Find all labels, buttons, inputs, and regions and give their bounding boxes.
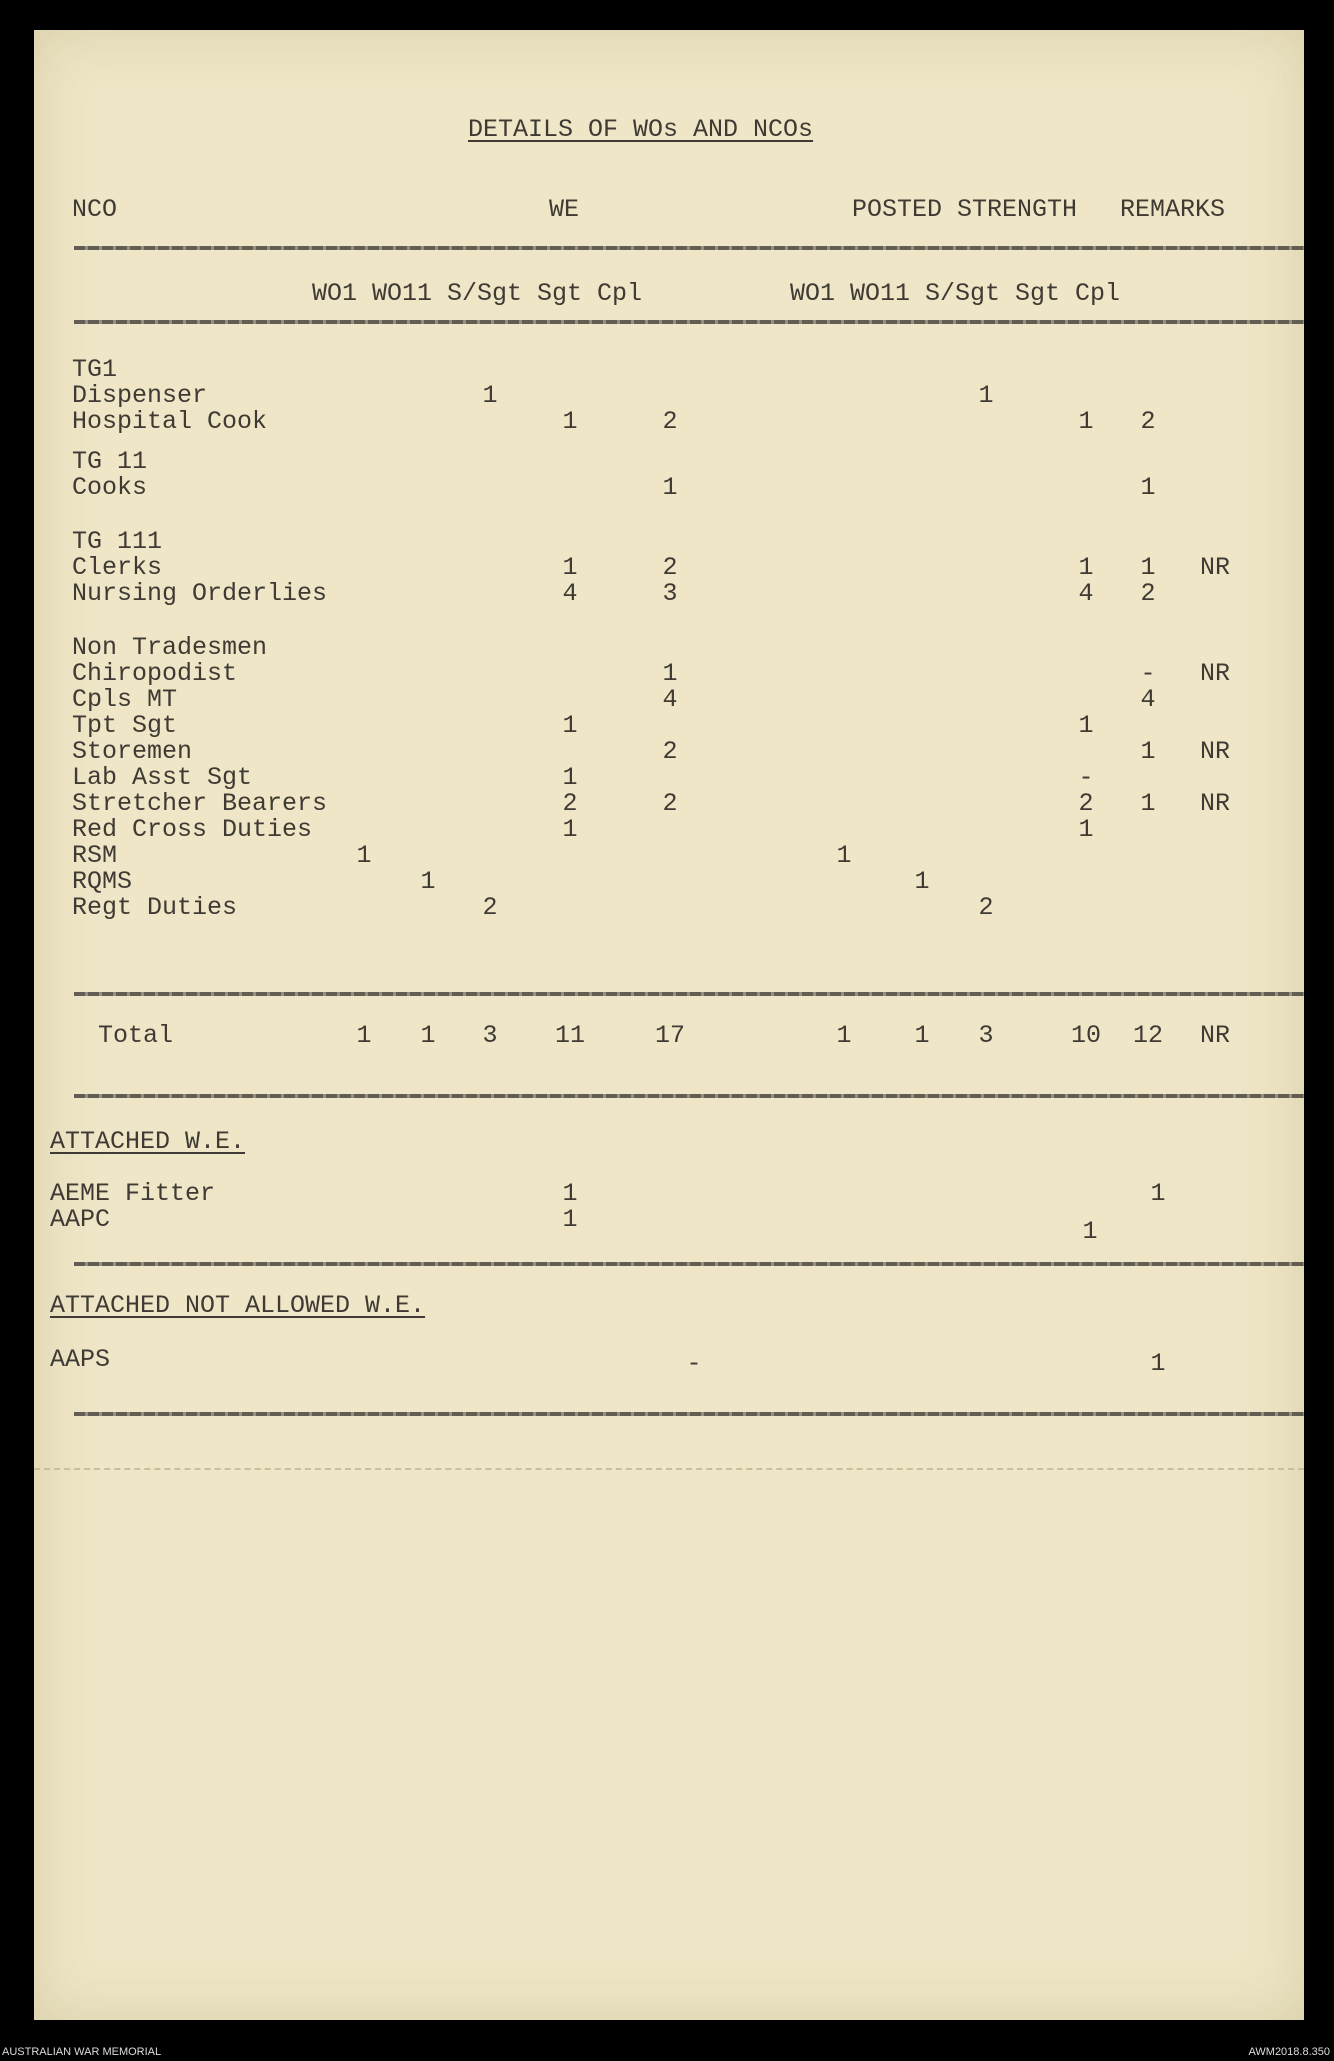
row-label: Tpt Sgt [72,711,178,740]
posted-cell: 1 [1078,815,1094,844]
posted-cell: 1 [1140,473,1156,502]
we-cell: 2 [562,789,578,818]
rule-5 [74,1262,1304,1266]
posted-cell: - [1078,763,1094,792]
posted-cell: 1 [1078,553,1094,582]
posted-cell: 4 [1078,579,1094,608]
attached-posted-cell: 1 [1082,1217,1098,1246]
row-label: Storemen [72,737,193,766]
posted-cell: 4 [1140,685,1156,714]
not-allowed-label: AAPS [50,1345,111,1374]
row-label: Stretcher Bearers [72,789,328,818]
posted-cell: 2 [978,893,994,922]
attached-heading: ATTACHED W.E. [50,1127,246,1156]
total-posted-cell: 1 [914,1021,930,1050]
total-we-cell: 1 [356,1021,372,1050]
total-we-cell: 3 [482,1021,498,1050]
attached-we-cell: 1 [562,1205,578,1234]
posted-cell: 1 [836,841,852,870]
posted-cell: 1 [1140,553,1156,582]
attached-posted-cell: 1 [1150,1179,1166,1208]
row-label: Cpls MT [72,685,178,714]
we-cell: 1 [562,815,578,844]
remark-cell: NR [1200,737,1231,766]
row-label: Non Tradesmen [72,633,268,662]
we-cell: 1 [562,711,578,740]
total-posted-cell: 3 [978,1021,994,1050]
we-cell: 1 [356,841,372,870]
ranks-header-we: WO1 WO11 S/Sgt Sgt Cpl [312,279,643,308]
footer-left: AUSTRALIAN WAR MEMORIAL [2,2046,162,2058]
attached-label: AEME Fitter [50,1179,216,1208]
header-posted-strength: POSTED STRENGTH [852,195,1078,224]
we-cell: 1 [562,763,578,792]
posted-cell: 1 [1140,737,1156,766]
we-cell: 1 [420,867,436,896]
total-label: Total [98,1021,174,1050]
row-label: TG 11 [72,447,148,476]
total-posted-cell: 1 [836,1021,852,1050]
total-we-cell: 1 [420,1021,436,1050]
attached-label: AAPC [50,1205,111,1234]
perforation-line [34,1468,1304,1470]
row-label: Clerks [72,553,163,582]
row-label: TG1 [72,355,118,384]
rule-4 [74,1094,1304,1098]
we-cell: 1 [562,407,578,436]
posted-cell: - [1140,659,1156,688]
remark-cell: NR [1200,789,1231,818]
posted-cell: 2 [1078,789,1094,818]
header-we: WE [549,195,580,224]
total-we-cell: 17 [654,1021,685,1050]
header-nco: NCO [72,195,118,224]
row-label: Lab Asst Sgt [72,763,253,792]
we-cell: 4 [662,685,678,714]
document-page [34,30,1304,2020]
ranks-header-posted: WO1 WO11 S/Sgt Sgt Cpl [790,279,1121,308]
we-cell: 1 [662,473,678,502]
rule-1 [74,246,1304,250]
row-label: Chiropodist [72,659,238,688]
total-posted-cell: 10 [1070,1021,1101,1050]
attached-we-cell: 1 [562,1179,578,1208]
posted-cell: 1 [978,381,994,410]
total-we-cell: 11 [554,1021,585,1050]
we-cell: 2 [482,893,498,922]
remark-cell: NR [1200,553,1231,582]
posted-cell: 2 [1140,579,1156,608]
we-cell: 2 [662,789,678,818]
we-cell: 2 [662,737,678,766]
row-label: RSM [72,841,118,870]
we-cell: 3 [662,579,678,608]
total-remark: NR [1200,1021,1231,1050]
total-posted-cell: 12 [1132,1021,1163,1050]
page-title: DETAILS OF WOs AND NCOs [468,115,814,144]
posted-cell: 2 [1140,407,1156,436]
row-label: Nursing Orderlies [72,579,328,608]
posted-cell: 1 [914,867,930,896]
row-label: RQMS [72,867,133,896]
rule-6 [74,1412,1304,1416]
we-cell: 2 [662,553,678,582]
row-label: Dispenser [72,381,208,410]
not-allowed-posted-cell: 1 [1150,1349,1166,1378]
posted-cell: 1 [1078,407,1094,436]
we-cell: 1 [482,381,498,410]
row-label: Cooks [72,473,148,502]
we-cell: 1 [662,659,678,688]
we-cell: 1 [562,553,578,582]
row-label: Hospital Cook [72,407,268,436]
we-cell: 4 [562,579,578,608]
posted-cell: 1 [1140,789,1156,818]
remark-cell: NR [1200,659,1231,688]
we-cell: 2 [662,407,678,436]
not-allowed-we-cell: - [686,1349,702,1378]
not-allowed-heading: ATTACHED NOT ALLOWED W.E. [50,1291,426,1320]
posted-cell: 1 [1078,711,1094,740]
rule-2 [74,320,1304,324]
row-label: Regt Duties [72,893,238,922]
row-label: Red Cross Duties [72,815,313,844]
rule-3 [74,992,1304,996]
footer-right: AWM2018.8.350 [1248,2046,1330,2058]
row-label: TG 111 [72,527,163,556]
header-remarks: REMARKS [1120,195,1226,224]
